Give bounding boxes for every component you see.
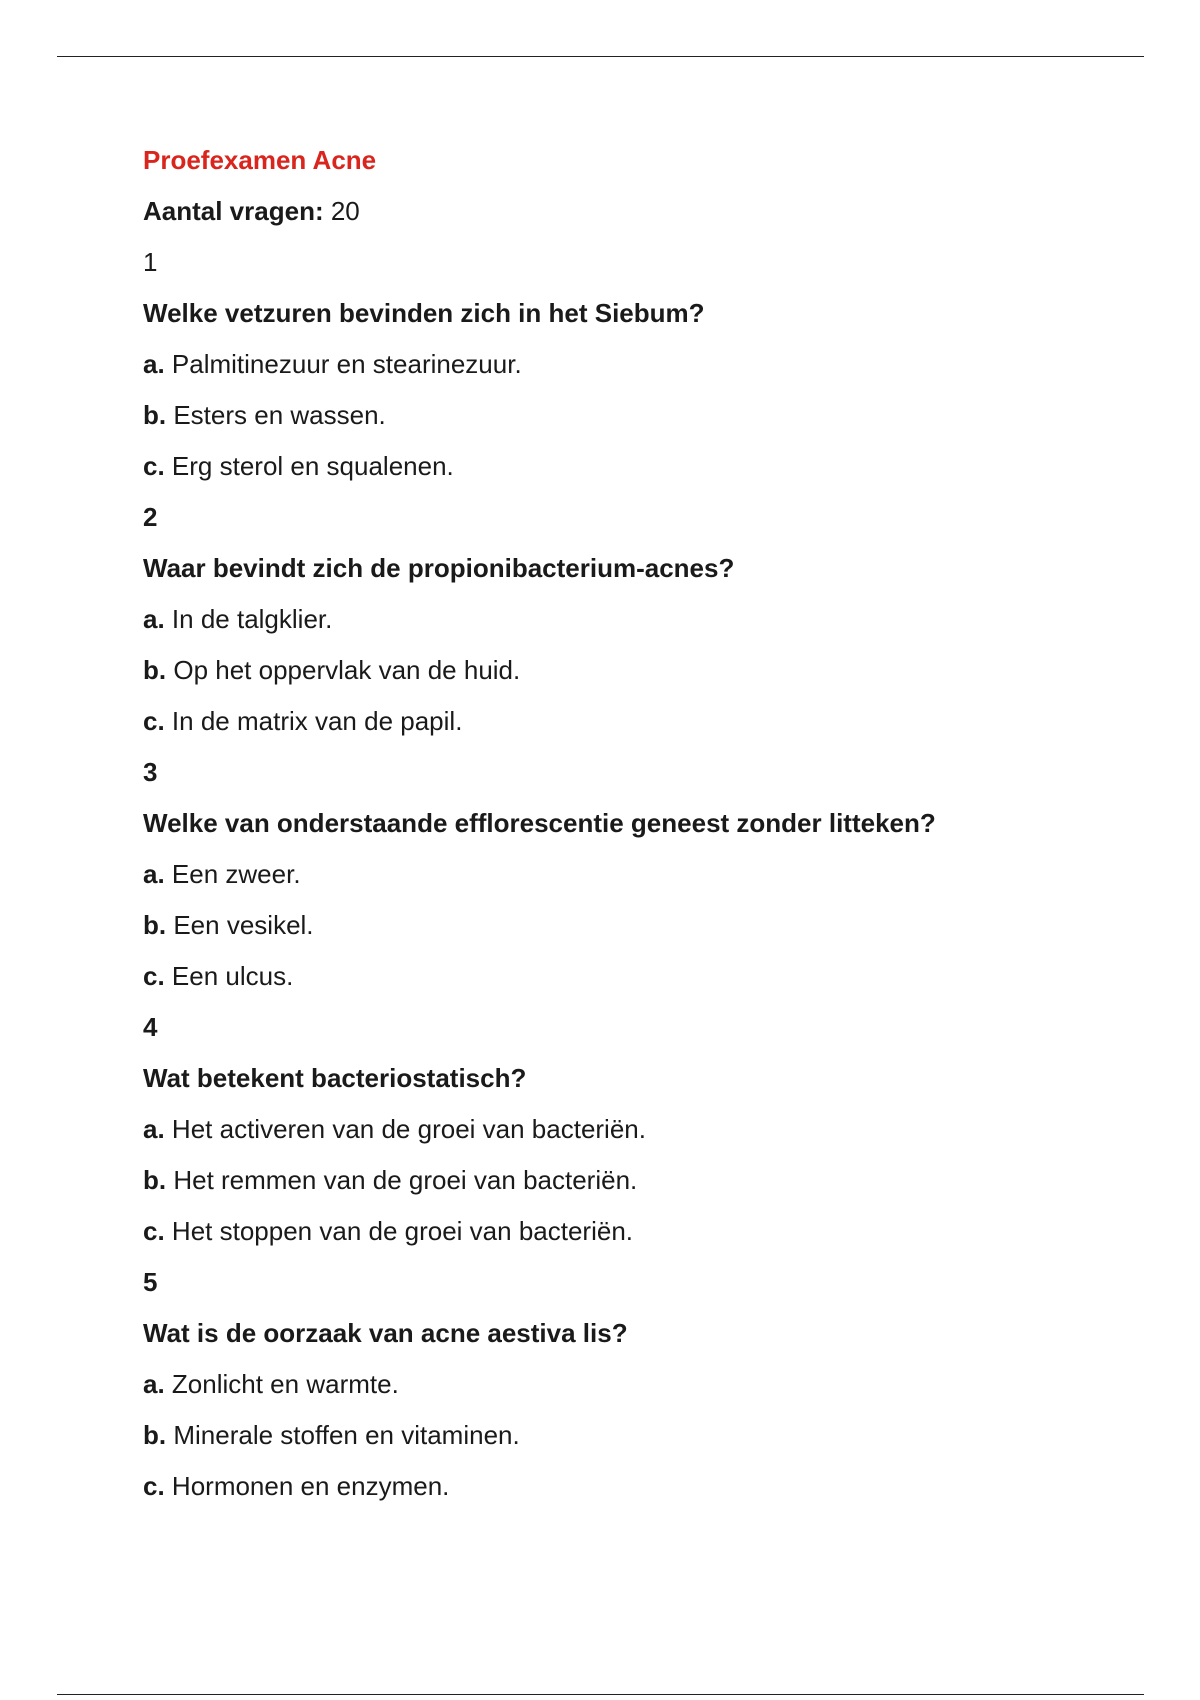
question-number: 3 [143, 757, 158, 787]
option-letter: a. [143, 604, 165, 634]
answer-option [143, 346, 1103, 397]
answer-option [143, 1111, 1103, 1162]
option-letter: a. [143, 349, 165, 379]
question-number: 4 [143, 1012, 158, 1042]
answer-option [143, 1468, 1103, 1519]
question-text: Welke vetzuren bevinden zich in het Siebum? [143, 298, 705, 328]
answer-option [143, 448, 1103, 499]
answer-option [143, 856, 1103, 907]
answer-option [143, 958, 1103, 1009]
bottom-rule [57, 1694, 1144, 1695]
answer-option [143, 1162, 1103, 1213]
option-text: Palmitinezuur en stearinezuur. [171, 349, 522, 379]
question-count-label: Aantal vragen: [143, 196, 324, 226]
question-text: Wat is de oorzaak van acne aestiva lis? [143, 1318, 628, 1348]
answer-option [143, 397, 1103, 448]
option-letter: c. [143, 1471, 165, 1501]
option-text: Op het oppervlak van de huid. [173, 655, 521, 685]
option-text: Het stoppen van de groei van bacteriën. [171, 1216, 634, 1246]
answer-option [143, 1213, 1103, 1264]
option-text: In de matrix van de papil. [171, 706, 463, 736]
option-letter: b. [143, 1420, 167, 1450]
answer-option [143, 652, 1103, 703]
question-count [143, 193, 1103, 244]
option-letter: c. [143, 706, 165, 736]
option-text: Erg sterol en squalenen. [171, 451, 454, 481]
option-letter: c. [143, 1216, 165, 1246]
option-letter: a. [143, 1369, 165, 1399]
option-text: Een vesikel. [173, 910, 314, 940]
option-text: Minerale stoffen en vitaminen. [173, 1420, 520, 1450]
option-text: Het remmen van de groei van bacteriën. [173, 1165, 638, 1195]
option-text: In de talgklier. [171, 604, 333, 634]
option-text: Een zweer. [171, 859, 301, 889]
option-text: Zonlicht en warmte. [171, 1369, 399, 1399]
answer-option [143, 907, 1103, 958]
exam-content [143, 142, 1103, 1519]
option-text: Hormonen en enzymen. [171, 1471, 450, 1501]
option-letter: b. [143, 1165, 167, 1195]
option-text: Esters en wassen. [173, 400, 386, 430]
answer-option [143, 1366, 1103, 1417]
option-letter: c. [143, 961, 165, 991]
question-number: 1 [143, 247, 158, 277]
option-letter: b. [143, 400, 167, 430]
question-count-value: 20 [330, 196, 360, 226]
exam-title: Proefexamen Acne [143, 145, 377, 175]
answer-option [143, 703, 1103, 754]
option-letter: b. [143, 655, 167, 685]
option-letter: b. [143, 910, 167, 940]
option-text: Een ulcus. [171, 961, 294, 991]
question-text: Welke van onderstaande efflorescentie geneest zonder litteken? [143, 808, 936, 838]
option-letter: c. [143, 451, 165, 481]
question-number: 5 [143, 1267, 158, 1297]
option-letter: a. [143, 1114, 165, 1144]
top-rule [57, 56, 1144, 57]
question-text: Waar bevindt zich de propionibacterium-acnes? [143, 553, 735, 583]
question-number: 2 [143, 502, 158, 532]
answer-option [143, 601, 1103, 652]
answer-option [143, 1417, 1103, 1468]
question-text: Wat betekent bacteriostatisch? [143, 1063, 527, 1093]
option-text: Het activeren van de groei van bacteriën. [171, 1114, 646, 1144]
option-letter: a. [143, 859, 165, 889]
